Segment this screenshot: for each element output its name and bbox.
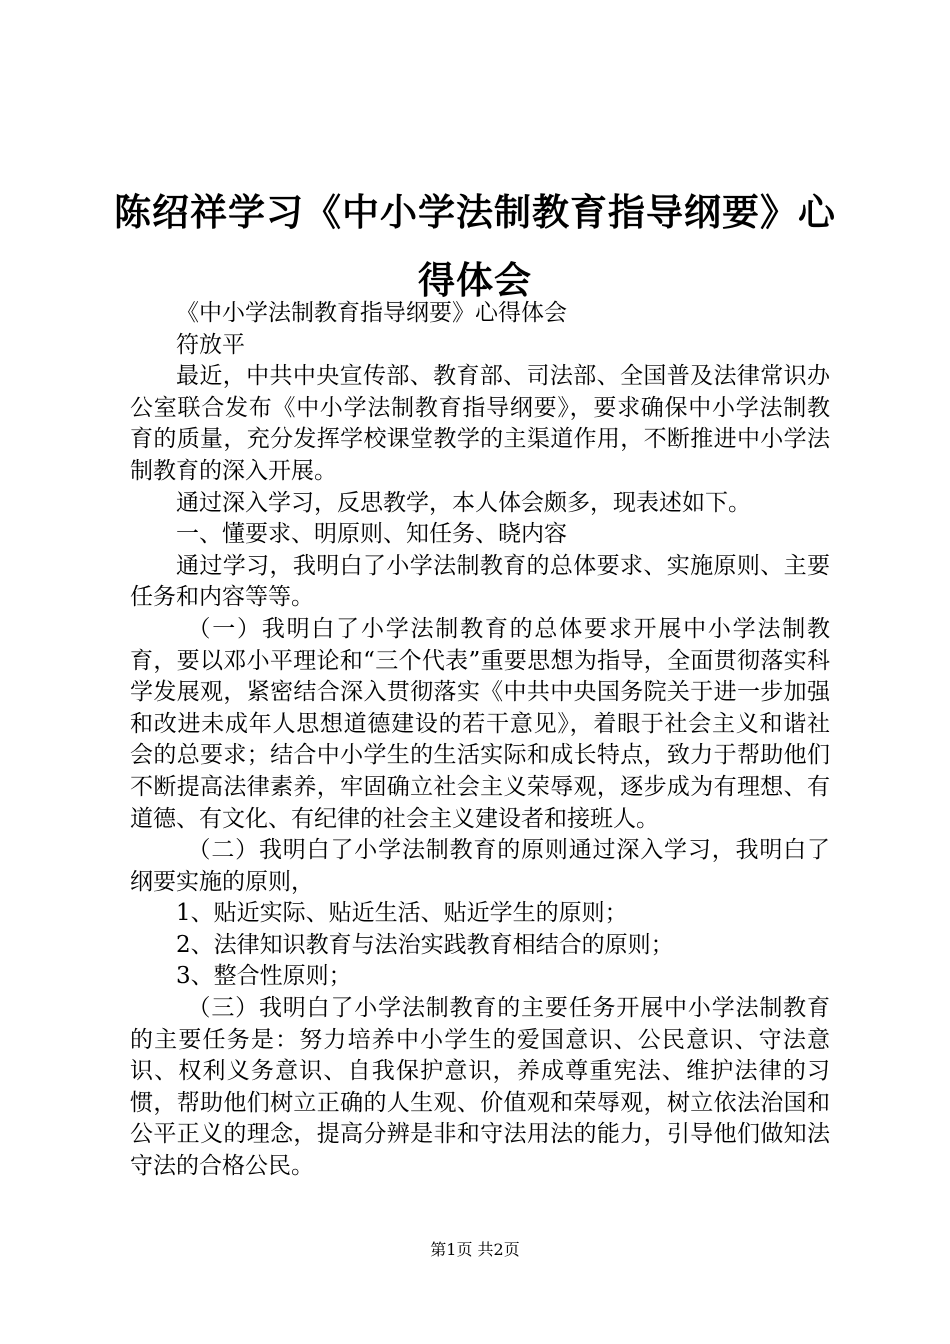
body-paragraph: （二）我明白了小学法制教育的原则通过深入学习，我明白了纲要实施的原则， [130, 837, 830, 895]
list-item: 2、法律知识教育与法治实践教育相结合的原则； [176, 931, 674, 958]
subtitle-paragraph: 《中小学法制教育指导纲要》心得体会 [176, 300, 567, 326]
section-heading: 一、懂要求、明原则、知任务、晓内容 [176, 521, 567, 548]
body-paragraph: 通过学习，我明白了小学法制教育的总体要求、实施原则、主要任务和内容等等。 [130, 552, 830, 611]
document-title: 陈绍祥学习《中小学法制教育指导纲要》心得体会 [114, 190, 836, 302]
list-item: 3、整合性原则； [176, 963, 352, 990]
document-body [130, 298, 830, 1183]
body-paragraph: （一）我明白了小学法制教育的总体要求开展中小学法制教育，要以邓小平理论和“三个代表”重要思想为指导，全面贯彻落实科学发展观，紧密结合深入贯彻落实《中共中央国务院关于进一步加强和改进未成年人思想道德建设的若干意见》，着眼于社会主义和谐社会的总要求；结合中小学生的生活实际和成长特点，致力于帮助他们不断提高法律素养，牢固确立社会主义荣辱观，逐步成为有理想、有道德、有文化、有纪律的社会主义建设者和接班人。 [130, 615, 830, 832]
body-paragraph: 通过深入学习，反思教学，本人体会颇多，现表述如下。 [176, 489, 751, 516]
list-item: 1、贴近实际、贴近生活、贴近学生的原则； [176, 900, 628, 927]
body-paragraph: （三）我明白了小学法制教育的主要任务开展中小学法制教育的主要任务是：努力培养中小学生的爱国意识、公民意识、守法意识、权利义务意识、自我保护意识，养成尊重宪法、维护法律的习惯，帮助他们树立正确的人生观、价值观和荣辱观，树立依法治国和公平正义的理念，提高分辨是非和守法用法的能力，引导他们做知法守法的合格公民。 [130, 995, 830, 1180]
author-paragraph: 符放平 [176, 331, 245, 358]
page-number-footer: 第1页 共2页 [430, 1240, 520, 1259]
body-paragraph: 最近，中共中央宣传部、教育部、司法部、全国普及法律常识办公室联合发布《中小学法制教育指导纲要》，要求确保中小学法制教育的质量，充分发挥学校课堂教学的主渠道作用，不断推进中小学法制教育的深入开展。 [130, 363, 830, 484]
